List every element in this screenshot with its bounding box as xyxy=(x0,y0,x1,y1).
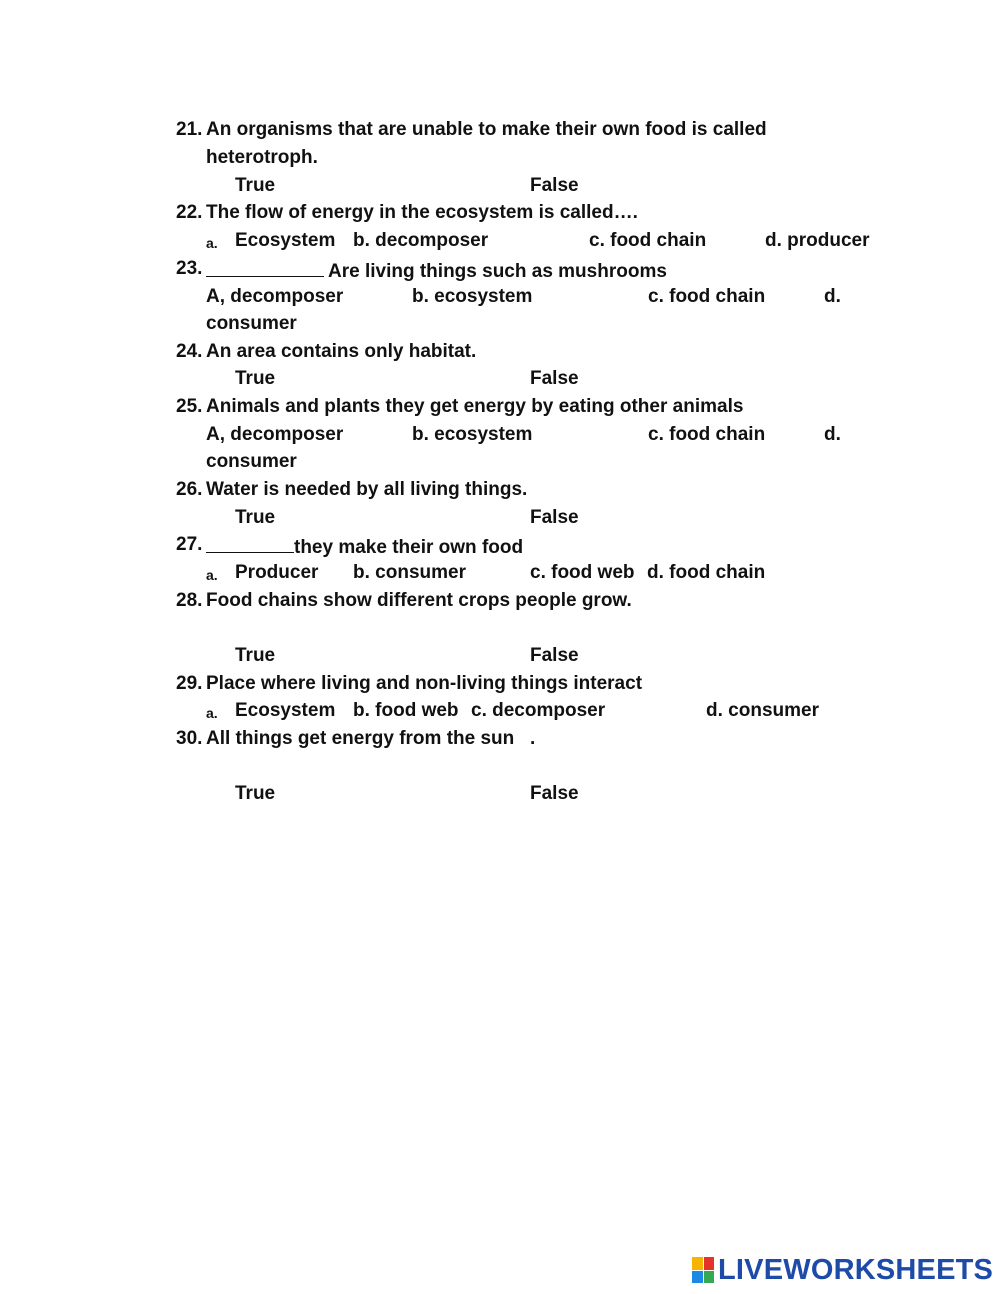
option-b[interactable]: b. ecosystem xyxy=(412,286,533,307)
question-text-wrap xyxy=(206,258,667,283)
option-false[interactable]: False xyxy=(530,507,579,528)
option-false[interactable]: False xyxy=(530,645,579,666)
question-number: 25. xyxy=(176,396,203,417)
question-text: Animals and plants they get energy by eating other animals xyxy=(206,396,744,417)
option-d[interactable]: d. xyxy=(824,424,841,445)
option-false[interactable]: False xyxy=(530,175,579,196)
question-text: Are living things such as mushrooms xyxy=(328,261,667,282)
option-d[interactable]: d. consumer xyxy=(706,700,819,721)
question-text: Place where living and non-living things interact xyxy=(206,673,643,694)
option-a[interactable]: Producer xyxy=(235,562,319,583)
option-d-continued[interactable]: consumer xyxy=(206,313,297,334)
option-letter: a. xyxy=(206,567,218,583)
option-true[interactable]: True xyxy=(235,368,276,389)
option-c[interactable]: c. food chain xyxy=(648,424,766,445)
answer-blank[interactable] xyxy=(206,534,294,553)
question-text: they make their own food xyxy=(294,537,524,558)
brand-name: LIVEWORKSHEETS xyxy=(718,1253,994,1286)
liveworksheets-logo-icon xyxy=(692,1257,714,1283)
answer-blank[interactable] xyxy=(206,258,324,277)
option-d[interactable]: d. xyxy=(824,286,841,307)
question-text-wrap xyxy=(206,534,523,559)
option-true[interactable]: True xyxy=(235,783,276,804)
option-a[interactable]: Ecosystem xyxy=(235,230,336,251)
question-text: An organisms that are unable to make their own food is called xyxy=(206,119,767,140)
option-letter: a. xyxy=(206,235,218,251)
option-b[interactable]: b. ecosystem xyxy=(412,424,533,445)
option-true[interactable]: True xyxy=(235,507,276,528)
option-true[interactable]: True xyxy=(235,645,276,666)
question-text: Food chains show different crops people grow. xyxy=(206,590,632,611)
option-true[interactable]: True xyxy=(235,175,276,196)
question-text-continued: heterotroph. xyxy=(206,147,318,168)
option-a[interactable]: A, decomposer xyxy=(206,424,344,445)
question-number: 21. xyxy=(176,119,203,140)
question-text: The flow of energy in the ecosystem is called…. xyxy=(206,202,638,223)
option-b[interactable]: b. food web xyxy=(353,700,459,721)
question-text: An area contains only habitat. xyxy=(206,341,477,362)
question-number: 23. xyxy=(176,258,203,279)
liveworksheets-logo xyxy=(692,1254,993,1286)
option-b[interactable]: b. consumer xyxy=(353,562,466,583)
question-text: All things get energy from the sun xyxy=(206,728,515,749)
option-false[interactable]: False xyxy=(530,783,579,804)
option-c[interactable]: c. food web xyxy=(530,562,635,583)
option-c[interactable]: c. food chain xyxy=(589,230,707,251)
option-a[interactable]: Ecosystem xyxy=(235,700,336,721)
option-d-continued[interactable]: consumer xyxy=(206,451,297,472)
question-number: 24. xyxy=(176,341,203,362)
option-b[interactable]: b. decomposer xyxy=(353,230,489,251)
option-d[interactable]: d. food chain xyxy=(647,562,766,583)
question-number: 28. xyxy=(176,590,203,611)
question-number: 22. xyxy=(176,202,203,223)
question-number: 29. xyxy=(176,673,203,694)
option-c[interactable]: c. decomposer xyxy=(471,700,606,721)
option-letter: a. xyxy=(206,705,218,721)
option-a[interactable]: A, decomposer xyxy=(206,286,344,307)
question-text: Water is needed by all living things. xyxy=(206,479,528,500)
question-text-dot: . xyxy=(530,728,536,749)
question-number: 30. xyxy=(176,728,203,749)
option-c[interactable]: c. food chain xyxy=(648,286,766,307)
question-number: 26. xyxy=(176,479,203,500)
option-false[interactable]: False xyxy=(530,368,579,389)
question-number: 27. xyxy=(176,534,203,555)
option-d[interactable]: d. producer xyxy=(765,230,870,251)
